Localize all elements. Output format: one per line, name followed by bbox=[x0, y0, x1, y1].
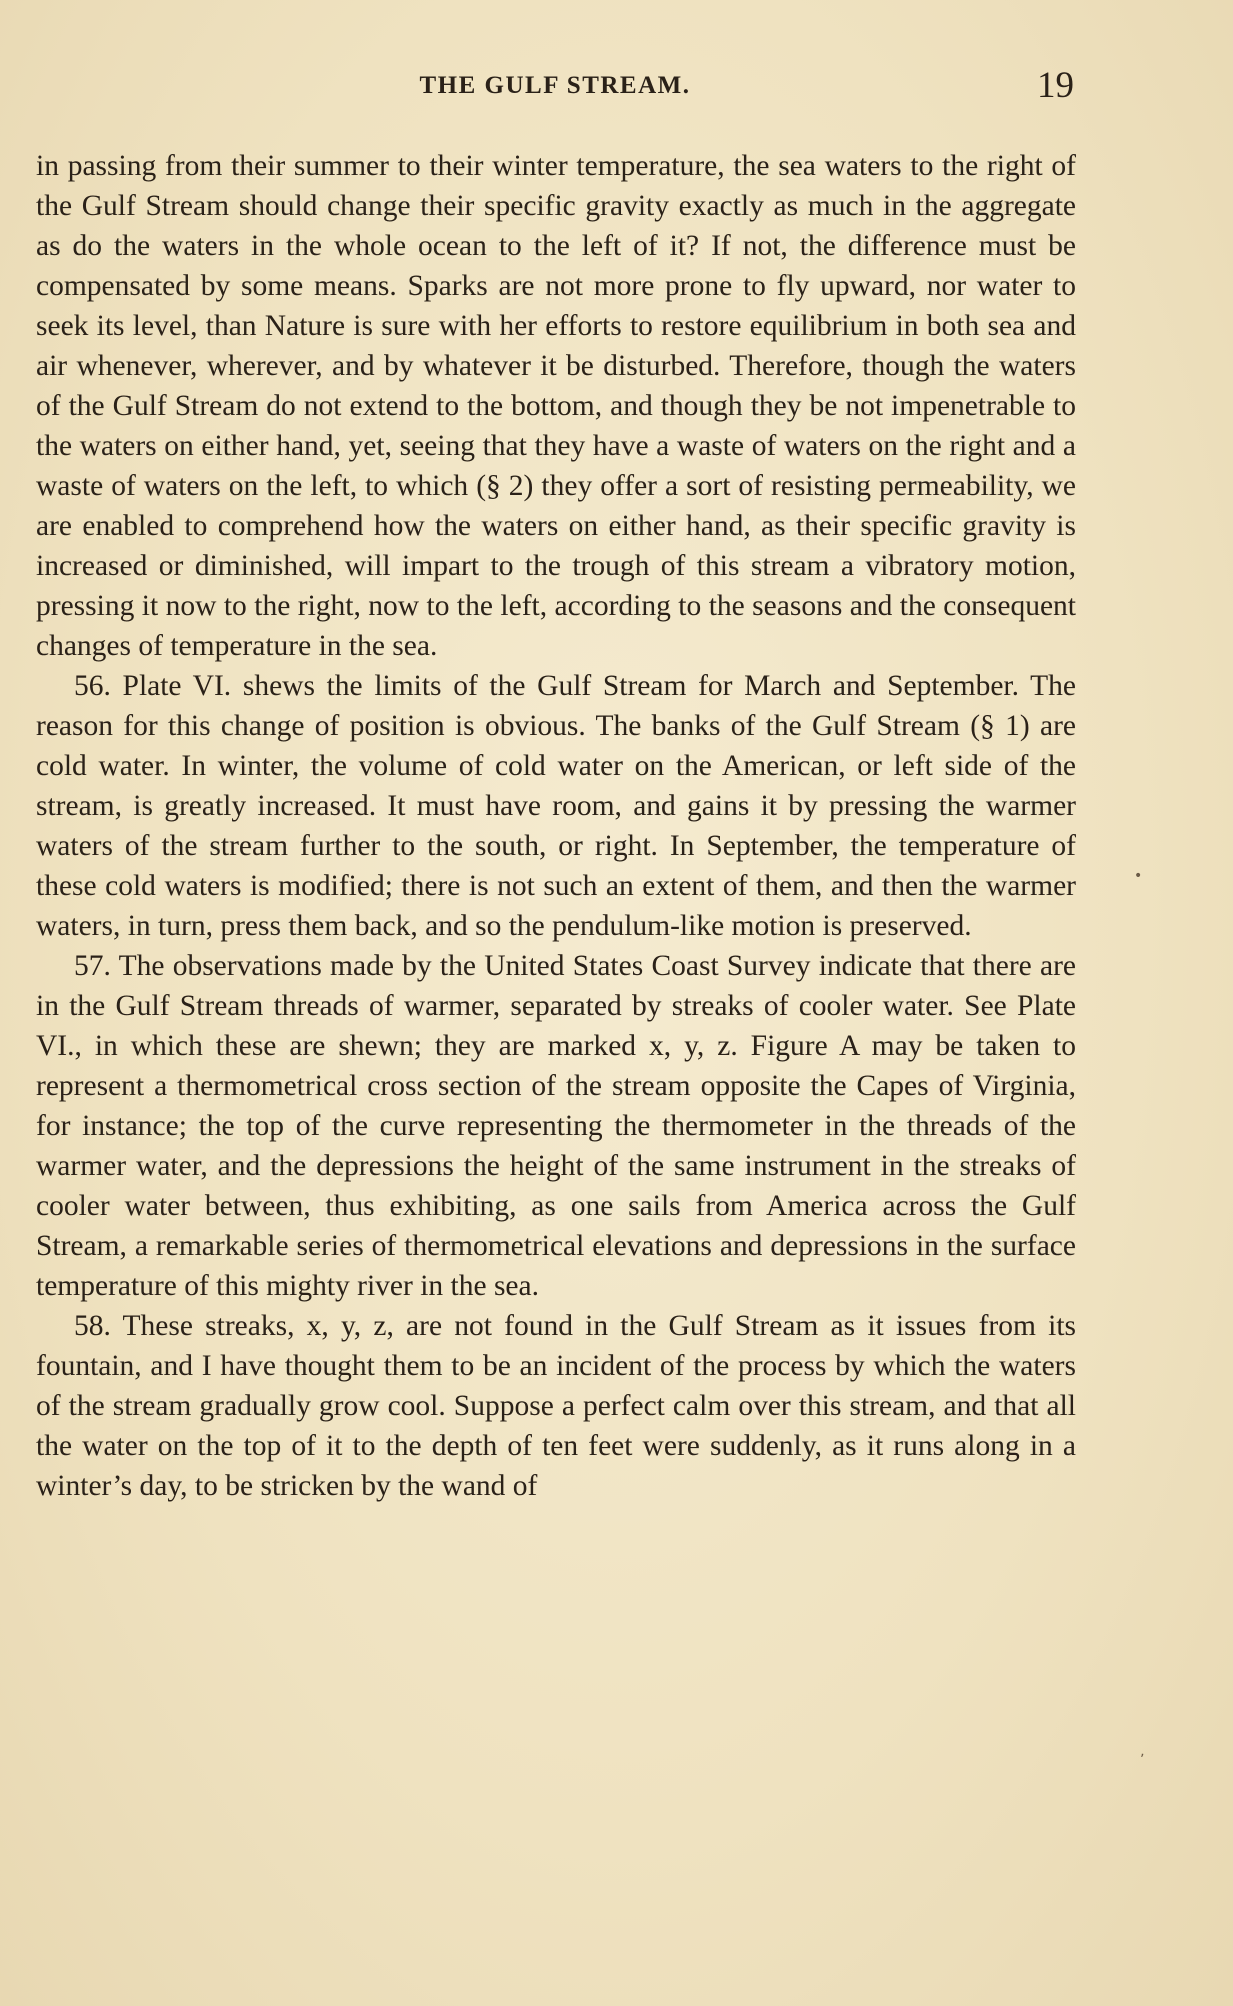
paragraph-57: 57. The observations made by the United States Coast Survey indicate that there are in the Gulf Stream threads of warmer, separated by streaks of cooler water. See Plate VI., in which these are shewn; they are marked x, y, z. Figure A may be taken to represent a thermometrical cross section of the stream opposite the Capes of Virginia, for instance; the top of the curve representing the thermometer in the threads of the warmer water, and the depressions the height of the same instrument in the streaks of cooler water between, thus exhibiting, as one sails from America across the Gulf Stream, a remarkable series of thermometrical elevations and depressions in the surface temperature of this mighty river in the sea. bbox=[36, 950, 1076, 1302]
running-title: THE GULF STREAM. bbox=[419, 72, 691, 99]
margin-dot-mark: • bbox=[1134, 868, 1143, 884]
margin-tick-mark: ʼ bbox=[1140, 1752, 1145, 1768]
paragraph-56: 56. Plate VI. shews the limits of the Gulf Stream for March and September. The reason for this change of position is obvious. The banks of the Gulf Stream (§ 1) are cold water. In winter, the volume of cold water on the American, or left side of the stream, is greatly increased. It must have room, and gains it by pressing the warmer waters of the stream further to the south, or right. In September, the temperature of these cold waters is modified; there is not such an extent of them, and then the warmer waters, in turn, press them back, and so the pendulum-like motion is preserved. bbox=[36, 670, 1076, 942]
body-text bbox=[36, 146, 1076, 1506]
paragraph-continuation: in passing from their summer to their winter temperature, the sea waters to the right of the Gulf Stream should change their specific gravity exactly as much in the aggregate as do the waters in the whole ocean to the left of it? If not, the difference must be compensated by some means. Sparks are not more prone to fly upward, nor water to seek its level, than Nature is sure with her efforts to restore equilibrium in both sea and air whenever, wherever, and by whatever it be disturbed. Therefore, though the waters of the Gulf Stream do not extend to the bottom, and though they be not impenetrable to the waters on either hand, yet, seeing that they have a waste of waters on the right and a waste of waters on the left, to which (§ 2) they offer a sort of resisting permeability, we are enabled to comprehend how the waters on either hand, as their specific gravity is increased or diminished, will impart to the trough of this stream a vibratory motion, pressing it now to the right, now to the left, according to the seasons and the consequent changes of temperature in the sea. bbox=[36, 150, 1076, 662]
running-head bbox=[36, 62, 1074, 112]
page-number: 19 bbox=[1037, 65, 1074, 106]
paragraph-58: 58. These streaks, x, y, z, are not found in the Gulf Stream as it issues from its fountain, and I have thought them to be an incident of the process by which the waters of the stream gradually grow cool. Suppose a perfect calm over this stream, and that all the water on the top of it to the depth of ten feet were suddenly, as it runs along in a winter’s day, to be stricken by the wand of bbox=[36, 1310, 1076, 1502]
